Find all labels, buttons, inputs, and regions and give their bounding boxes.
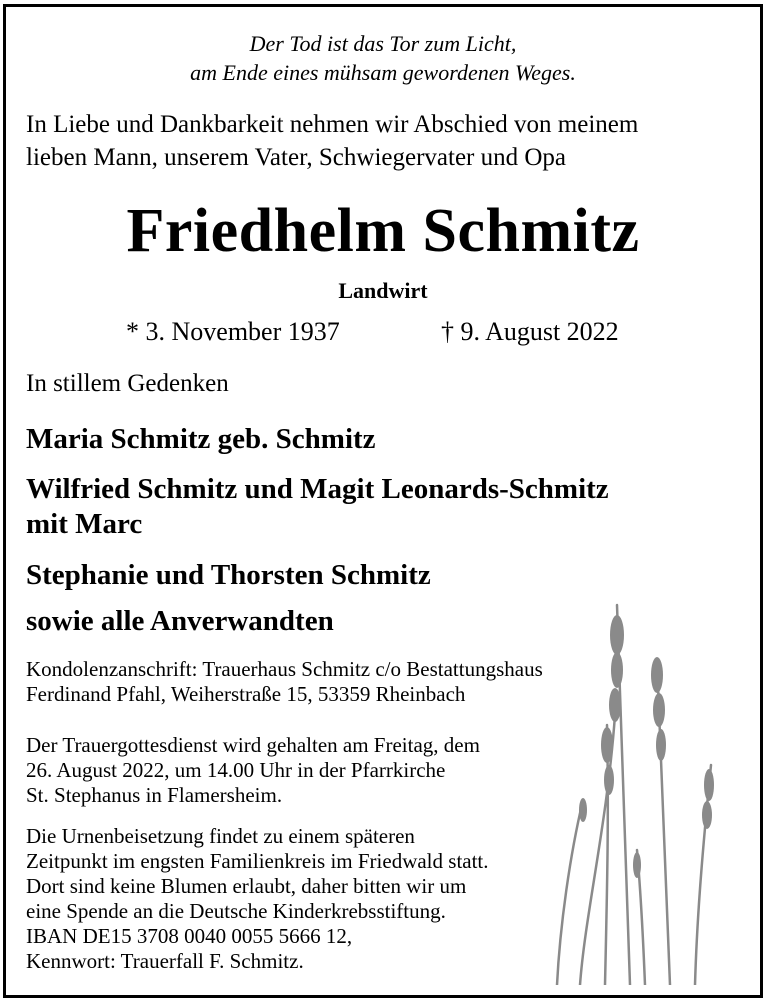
family-line: Maria Schmitz geb. Schmitz	[26, 423, 376, 455]
motto-line-2: am Ende eines mühsam gewordenen Weges.	[190, 60, 576, 85]
family-line: sowie alle Anverwandten	[26, 605, 334, 637]
deceased-name: Friedhelm Schmitz	[126, 197, 640, 265]
burial-line-2: Zeitpunkt im engsten Familienkreis im Friedwald statt.	[26, 849, 489, 873]
wheat-icon	[545, 595, 735, 985]
family-line: mit Marc	[26, 508, 143, 540]
condolence-line-2: Ferdinand Pfahl, Weiherstraße 15, 53359 Rheinbach	[26, 682, 466, 706]
burial-line-1: Die Urnenbeisetzung findet zu einem späteren	[26, 824, 415, 848]
deceased-occupation: Landwirt	[338, 278, 428, 303]
condolence-line-1: Kondolenzanschrift: Trauerhaus Schmitz c/o Bestattungshaus	[26, 657, 543, 681]
motto-line-1: Der Tod ist das Tor zum Licht,	[249, 31, 517, 56]
service-line-2: 26. August 2022, um 14.00 Uhr in der Pfarrkirche	[26, 758, 446, 782]
family-line: Stephanie und Thorsten Schmitz	[26, 559, 431, 591]
iban-line: IBAN DE15 3708 0040 0055 5666 12,	[26, 924, 353, 948]
service-line-3: St. Stephanus in Flamersheim.	[26, 783, 283, 807]
burial-line-3: Dort sind keine Blumen erlaubt, daher bitten wir um	[26, 874, 467, 898]
mourning-heading: In stillem Gedenken	[26, 370, 229, 397]
death-date: † 9. August 2022	[441, 317, 619, 346]
service-line-1: Der Trauergottesdienst wird gehalten am Freitag, dem	[26, 733, 480, 757]
intro-line-1: In Liebe und Dankbarkeit nehmen wir Abschied von meinem	[26, 111, 639, 138]
family-line: Wilfried Schmitz und Magit Leonards-Schmitz	[26, 473, 609, 505]
burial-line-4: eine Spende an die Deutsche Kinderkrebsstiftung.	[26, 899, 446, 923]
birth-date: * 3. November 1937	[126, 317, 340, 346]
password-line: Kennwort: Trauerfall F. Schmitz.	[26, 949, 304, 973]
intro-line-2: lieben Mann, unserem Vater, Schwiegervater und Opa	[26, 144, 567, 171]
